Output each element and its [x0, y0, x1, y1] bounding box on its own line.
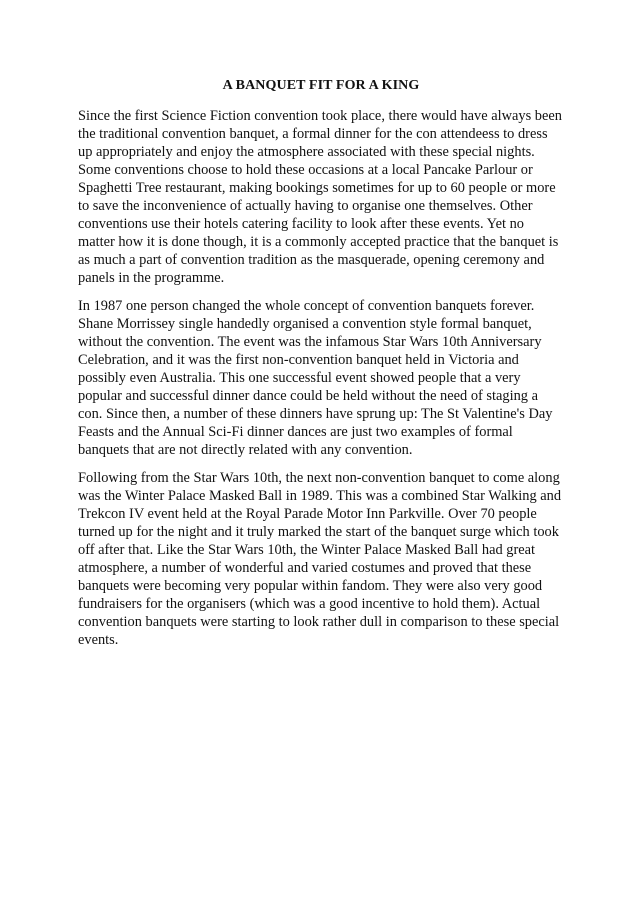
- paragraph-1: Since the first Science Fiction convention took place, there would have always been the traditional convention banquet, a formal dinner for the con attendeess to dress up appropriately and enjoy the atmosphere associated with these special nights. Some conventions choose to hold these occasions at a local Pancake Parlour or Spaghetti Tree restaurant, making bookings sometimes for up to 60 people or more to save the inconvenience of actually having to organise one themselves. Other conventions use their hotels catering facility to look after these events. Yet no matter how it is done though, it is a commonly accepted practice that the banquet is as much a part of convention tradition as the masquerade, opening ceremony and panels in the programme.: [78, 108, 562, 286]
- paragraph-3: Following from the Star Wars 10th, the next non-convention banquet to come along was the Winter Palace Masked Ball in 1989. This was a combined Star Walking and Trekcon IV event held at the Royal Parade Motor Inn Parkville. Over 70 people turned up for the night and it truly marked the start of the banquet surge which took off after that. Like the Star Wars 10th, the Winter Palace Masked Ball had great atmosphere, a number of wonderful and varied costumes and proved that these banquets were becoming very popular within fandom. They were also very good fundraisers for the organisers (which was a good incentive to hold them). Actual convention banquets were starting to look rather dull in comparison to these special events.: [78, 470, 562, 648]
- document-page: [78, 76, 564, 659]
- paragraph-2: In 1987 one person changed the whole concept of convention banquets forever. Shane Morrissey single handedly organised a convention style formal banquet, without the convention. The event was the infamous Star Wars 10th Anniversary Celebration, and it was the first non-convention banquet held in Victoria and possibly even Australia. This one successful event showed people that a very popular and successful dinner dance could be held without the need of staging a con. Since then, a number of these dinners have sprung up: The St Valentine's Day Feasts and the Annual Sci-Fi dinner dances are just two examples of formal banquets that are not directly related with any convention.: [78, 298, 553, 458]
- document-title: A BANQUET FIT FOR A KING: [222, 78, 420, 93]
